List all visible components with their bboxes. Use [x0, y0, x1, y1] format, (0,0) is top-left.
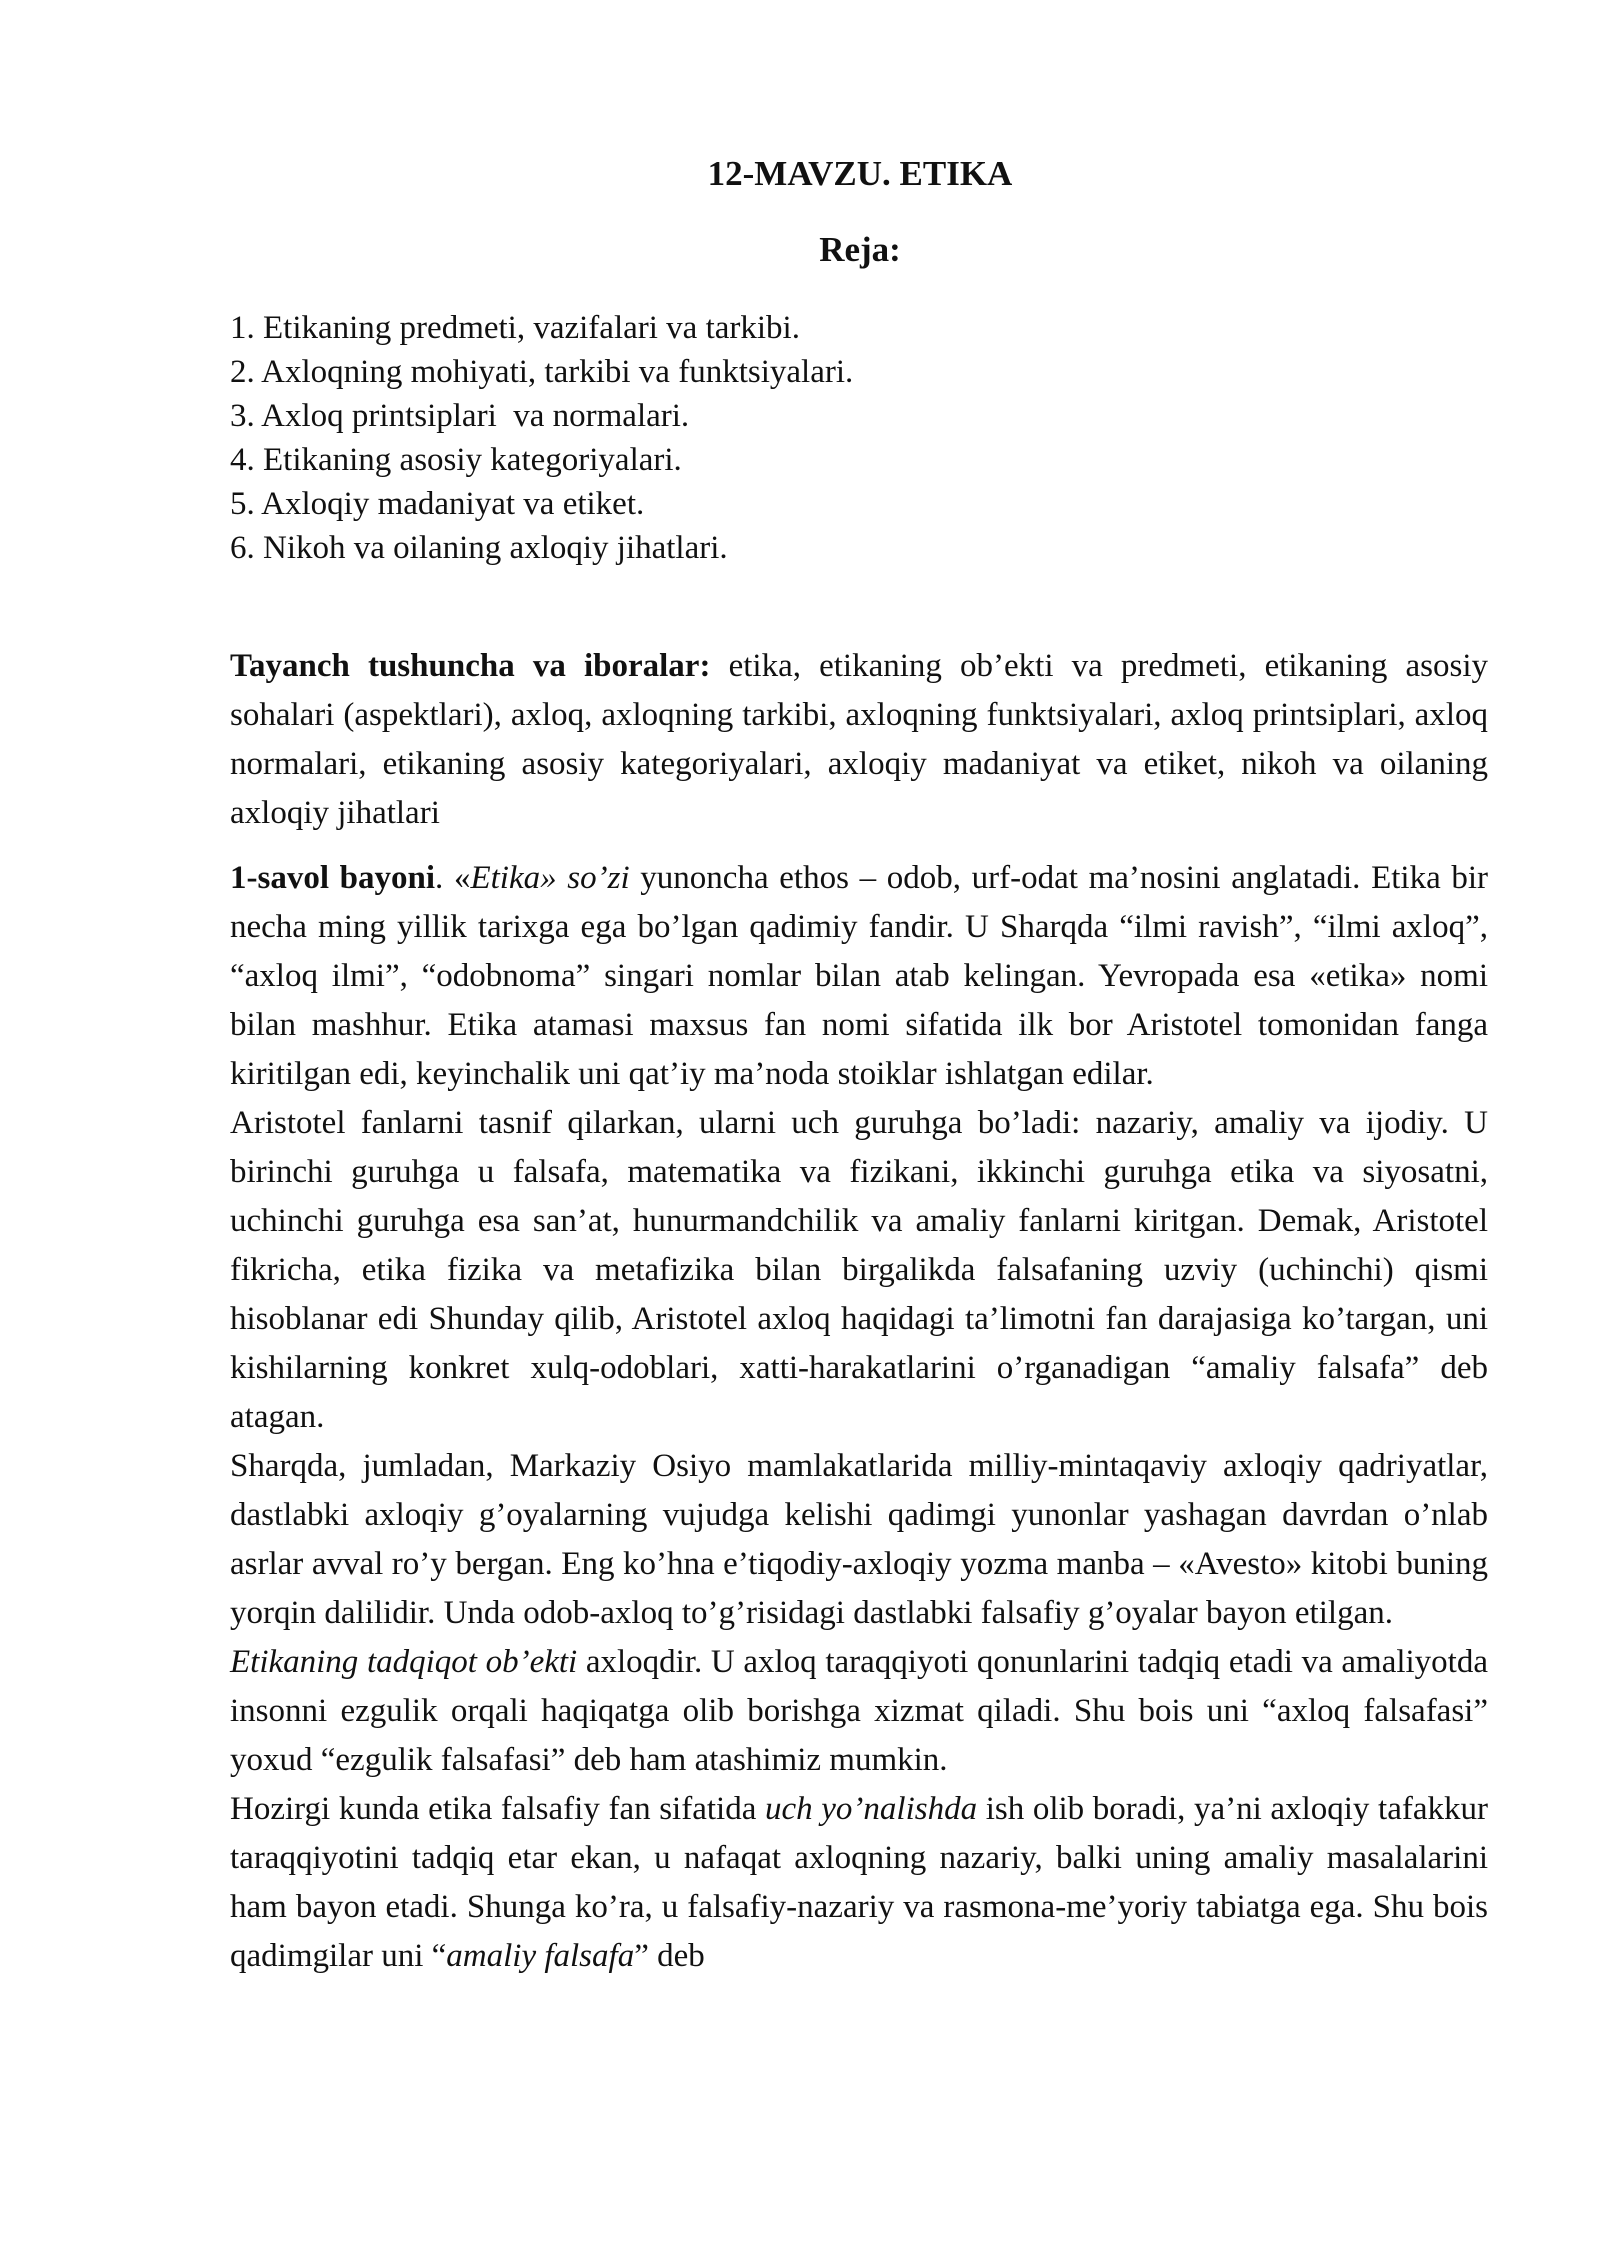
plan-list — [230, 306, 1490, 570]
key-terms-paragraph — [230, 642, 1488, 838]
sozi-word: so’zi — [556, 860, 630, 896]
research-object-text: axloqdir. U axloq taraqqiyoti qonunlarini tadqiq etadi va amaliyotda insonni ezgulik orqali haqiqatga olib borishga xizmat qiladi. Shu bois uni “axloq falsafasi” yoxud “ezgulik falsafasi” deb ham atashimiz mumkin. — [230, 1644, 1488, 1778]
key-terms-text: etika, etikaning ob’ekti va predmeti, etikaning asosiy sohalari (aspektlari), axloq, axloqning tarkibi, axloqning funktsiyalari, axloq printsiplari, axloq normalari, etikaning asosiy kategoriyalari, axloqiy madaniyat va etiket, nikoh va oilaning axloqiy jihatlari — [230, 648, 1488, 831]
aristotel-paragraph: Aristotel fanlarni tasnif qilarkan, ularni uch guruhga bo’ladi: nazariy, amaliy va ijodiy. U birinchi guruhga u falsafa, matematika va fizikani, ikkinchi guruhga etika va siyosatni, uchinchi guruhga esa san’at, hunurmandchilik va amaliy fanlarni kiritgan. Demak, Aristotel fikricha, etika fizika va metafizika bilan birgalikda falsafaning uzviy (uchinchi) qismi hisoblanar edi Shunday qilib, Aristotel axloq haqidagi ta’limotni fan darajasiga ko’targan, uni kishilarning konkret xulq-odoblari, xatti-harakatlarini o’rganadigan “amaliy falsafa” deb atagan. — [230, 1105, 1488, 1435]
etika-word: Etika» — [470, 860, 557, 896]
today-paragraph — [230, 1785, 1488, 1981]
key-terms-label: Tayanch tushuncha va iboralar: — [230, 648, 711, 684]
today-text-before: Hozirgi kunda etika falsafiy fan sifatida — [230, 1791, 765, 1827]
plan-item: 4. Etikaning asosiy kategoriyalari. — [230, 442, 682, 478]
question1-label: 1-savol bayoni — [230, 860, 436, 896]
document-title: 12-MAVZU. ETIKA — [707, 154, 1013, 193]
plan-heading: Reja: — [819, 230, 901, 269]
plan-item: 6. Nikoh va oilaning axloqiy jihatlari. — [230, 530, 728, 566]
plan-item: 1. Etikaning predmeti, vazifalari va tarkibi. — [230, 310, 800, 346]
research-object-term: Etikaning tadqiqot ob’ekti — [230, 1644, 578, 1680]
today-text-middle: ish olib boradi, ya’ni axloqiy tafakkur taraqqiyotini tadqiq etar ekan, u nafaqat axloqning nazariy, balki uning amaliy masalalarini ham bayon etadi. Shunga ko’ra, u falsafiy-nazariy va rasmona-me’yoriy tabiatga ega. Shu bois qadimgilar uni “ — [230, 1791, 1488, 1974]
question1-paragraph — [230, 854, 1488, 1099]
document-body — [230, 642, 1488, 1981]
plan-item: 5. Axloqiy madaniyat va etiket. — [230, 486, 645, 522]
sharq-paragraph: Sharqda, jumladan, Markaziy Osiyo mamlakatlarida milliy-mintaqaviy axloqiy qadriyatlar, dastlabki axloqiy g’oyalarning vujudga kelishi qadimgi yunonlar yashagan davrdan o’nlab asrlar avval ro’y bergan. Eng ko’hna e’tiqodiy-axloqiy yozma manba – «Avesto» kitobi buning yorqin dalilidir. Unda odob-axloq to’g’risidagi dastlabki falsafiy g’oyalar bayon etilgan. — [230, 1448, 1488, 1631]
today-text-after: ” deb — [634, 1938, 705, 1974]
question1-text: yunoncha ethos – odob, urf-odat ma’nosini anglatadi. Etika bir necha ming yillik tarixga ega bo’lgan qadimiy fandir. U Sharqda “ilmi ravish”, “ilmi axloq”, “axloq ilmi”, “odobnoma” singari nomlar bilan atab kelingan. Yevropada esa «etika» nomi bilan mashhur. Etika atamasi maxsus fan nomi sifatida ilk bor Aristotel tomonidan fanga kiritilgan edi, keyinchalik uni qat’iy ma’noda stoiklar ishlatgan edilar. — [230, 860, 1489, 1092]
today-italic-directions: uch yo’nalishda — [764, 1791, 978, 1827]
today-italic-practical: amaliy falsafa — [446, 1938, 635, 1974]
research-object-paragraph — [230, 1638, 1488, 1785]
plan-item: 2. Axloqning mohiyati, tarkibi va funktsiyalari. — [230, 354, 854, 390]
plan-item: 3. Axloq printsiplari va normalari. — [230, 398, 690, 434]
question1-punct: . « — [435, 860, 471, 896]
